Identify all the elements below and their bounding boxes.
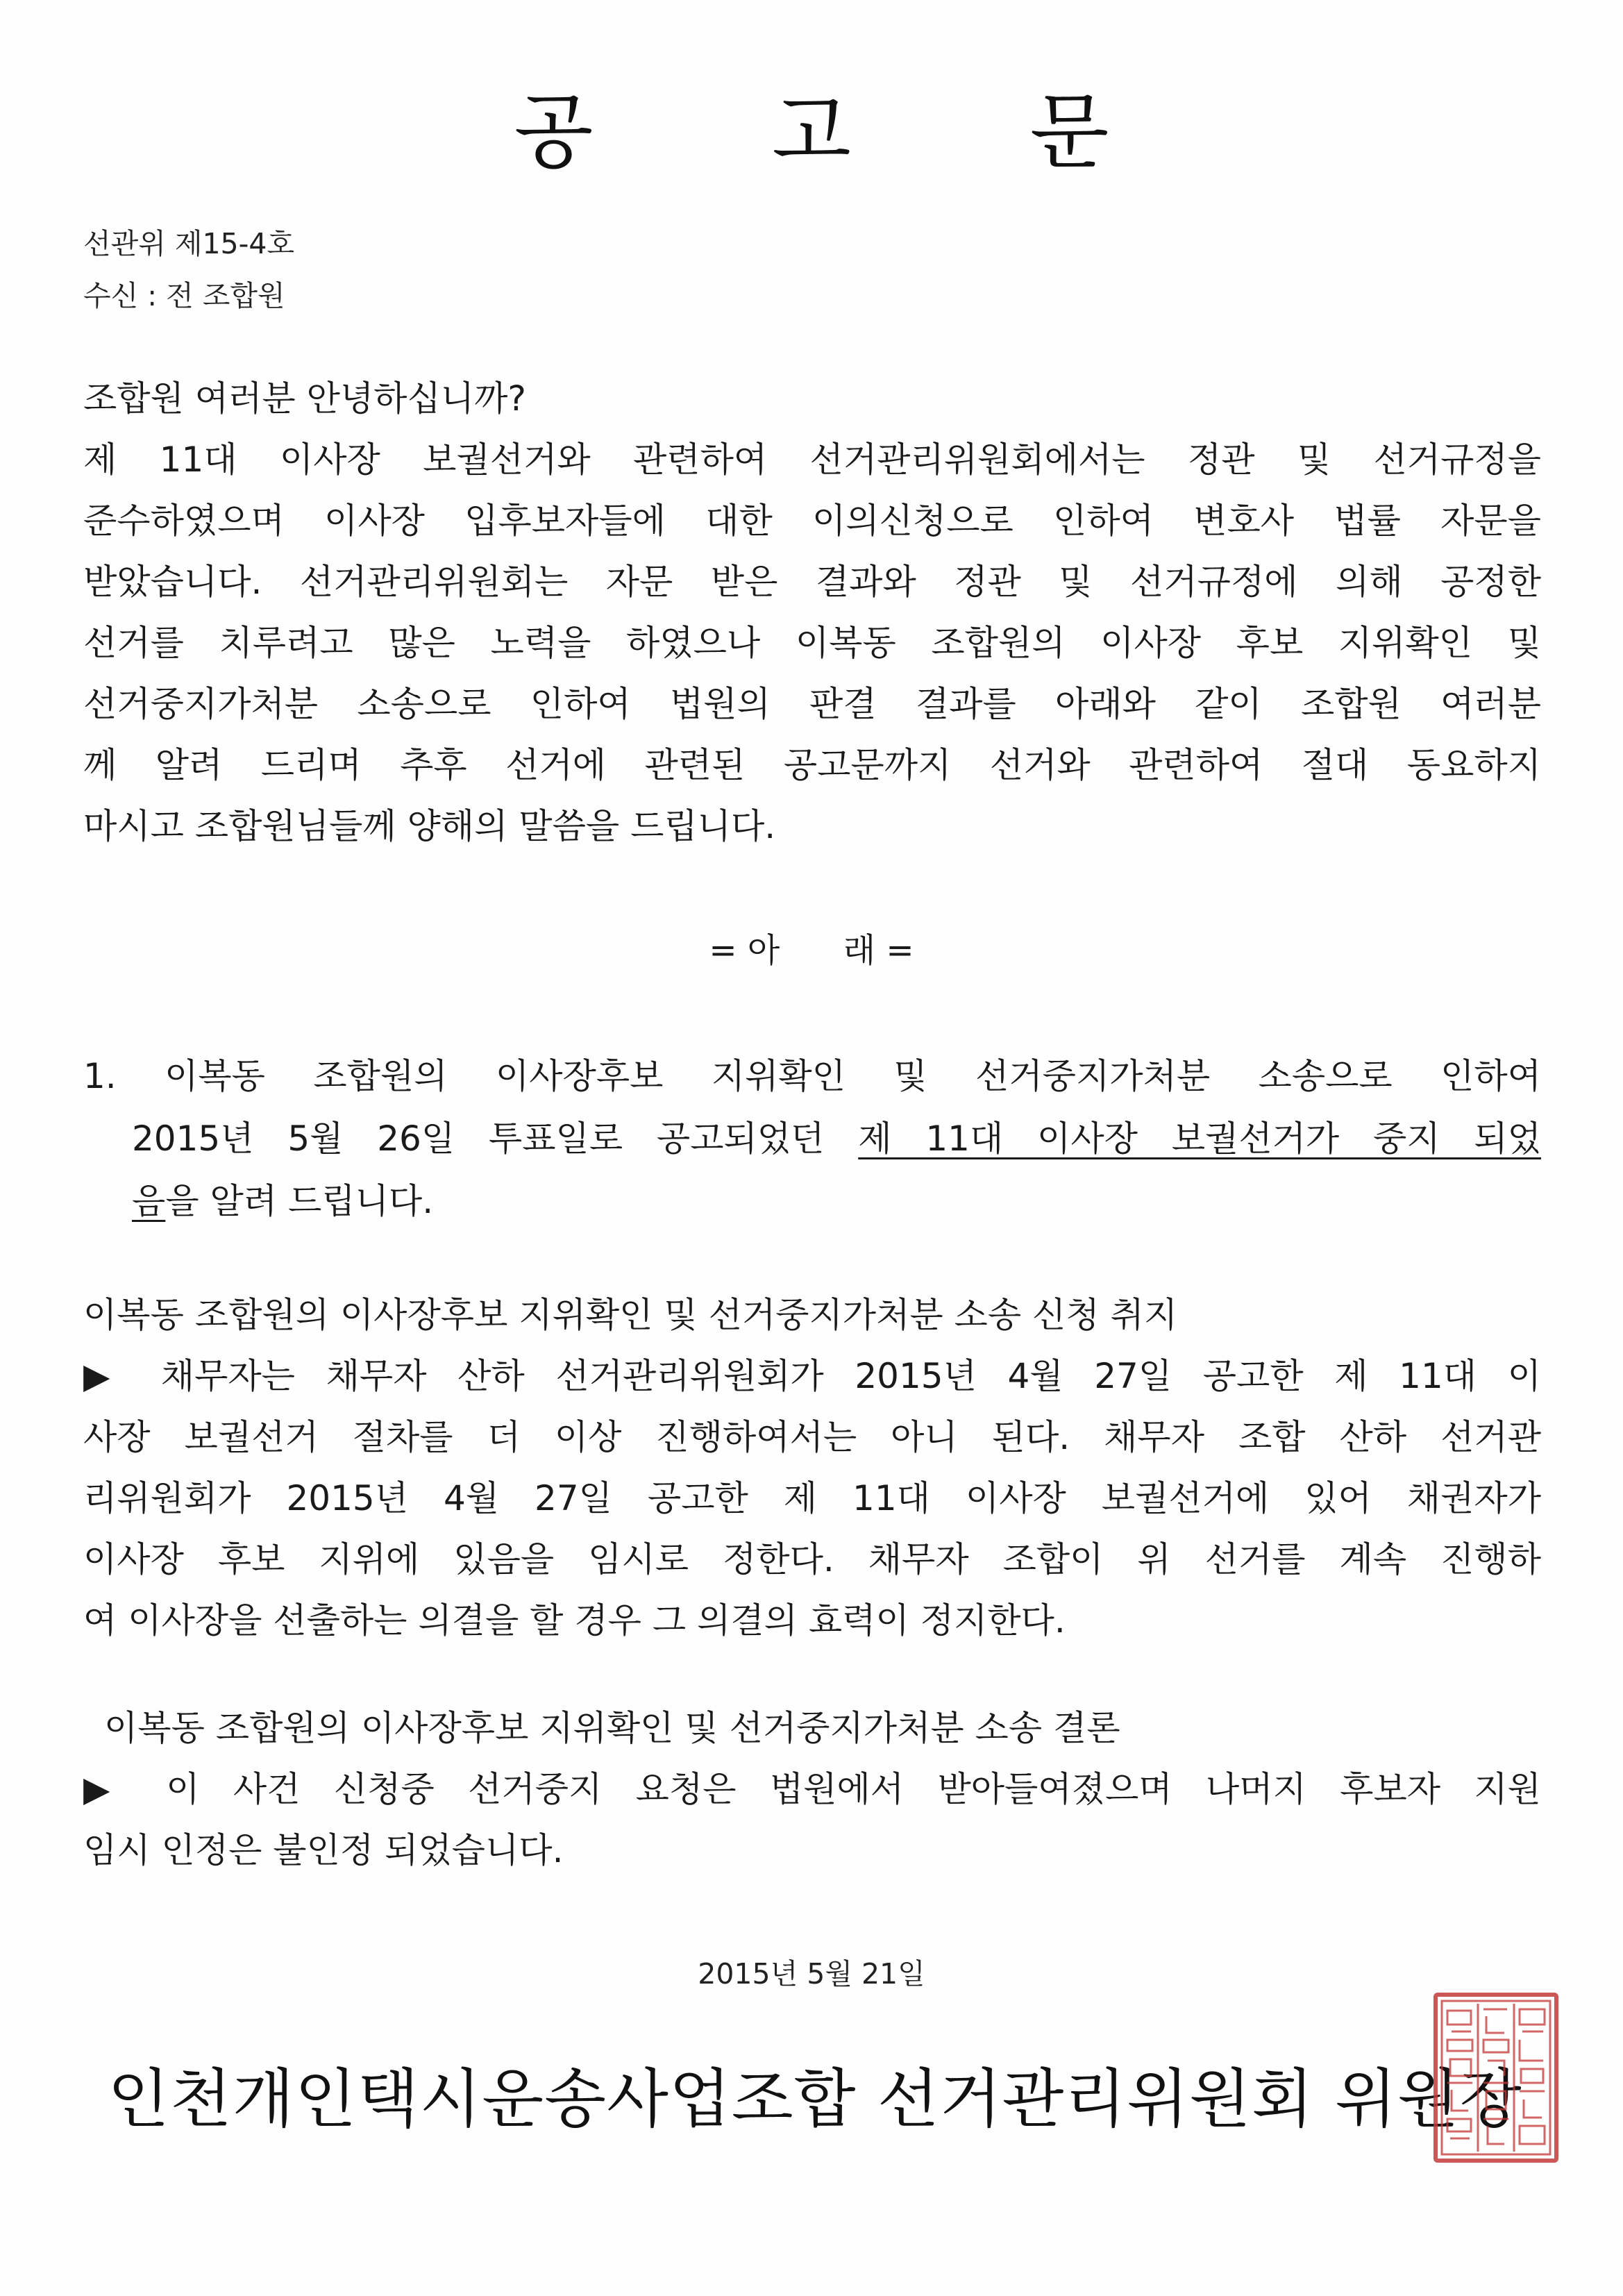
- court-conclusion-section: [83, 1698, 1541, 1881]
- intro-line: 선거중지가처분 소송으로 인하여 법원의 판결 결과를 아래와 같이 조합원 여러분: [83, 684, 1541, 724]
- petition-purpose-section: [83, 1284, 1541, 1651]
- section-line: 여 이사장을 선출하는 의결을 할 경우 그 의결의 효력이 정지한다.: [83, 1600, 1066, 1641]
- section-line: ▶ 이 사건 신청중 선거중지 요청은 법원에서 받아들여졌으며 나머지 후보자 지원: [83, 1769, 1541, 1809]
- item-1-line: 1. 이복동 조합원의 이사장후보 지위확인 및 선거중지가처분 소송으로 인하여: [83, 1056, 1541, 1096]
- section-line: 리위원회가 2015년 4월 27일 공고한 제 11대 이사장 보궐선거에 있어 채권자가: [83, 1478, 1541, 1518]
- item-1-underlined-text: 제 11대 이사장 보궐선거가 중지 되었: [858, 1118, 1542, 1159]
- item-1-line: [83, 1170, 1541, 1232]
- intro-line: 선거를 치루려고 많은 노력을 하였으나 이복동 조합원의 이사장 후보 지위확인 및: [83, 623, 1541, 663]
- issue-date: 2015년 5월 21일: [698, 1957, 925, 1991]
- section-heading: 이복동 조합원의 이사장후보 지위확인 및 선거중지가처분 소송 결론: [104, 1708, 1120, 1748]
- intro-line: 께 알려 드리며 추후 선거에 관련된 공고문까지 선거와 관련하여 절대 동요하지: [83, 745, 1541, 785]
- intro-line: 마시고 조합원님들께 양해의 말씀을 드립니다.: [83, 806, 776, 846]
- recipient-line: 수신 : 전 조합원: [83, 279, 285, 312]
- section-heading: 이복동 조합원의 이사장후보 지위확인 및 선거중지가처분 소송 신청 취지: [83, 1295, 1178, 1335]
- greeting-line: 조합원 여러분 안녕하십니까?: [83, 378, 526, 419]
- item-1-text: 을 알려 드립니다.: [165, 1181, 434, 1221]
- intro-line: 받았습니다. 선거관리위원회는 자문 받은 결과와 정관 및 선거규정에 의해 공정한: [83, 562, 1541, 602]
- intro-line: 준수하였으며 이사장 입후보자들에 대한 이의신청으로 인하여 변호사 법률 자문을: [83, 501, 1541, 541]
- section-line: 사장 보궐선거 절차를 더 이상 진행하여서는 아니 된다. 채무자 조합 산하 선거관: [83, 1417, 1541, 1457]
- arae-label: = 아 래 =: [709, 931, 914, 970]
- item-1-line: [83, 1107, 1541, 1170]
- arae-heading: [0, 923, 1623, 971]
- section-line: 이사장 후보 지위에 있음을 임시로 정한다. 채무자 조합이 위 선거를 계속 진행하: [83, 1539, 1541, 1579]
- signature-line: 인천개인택시운송사업조합 선거관리위원회 위원장: [108, 2062, 1522, 2136]
- section-line: 임시 인정은 불인정 되었습니다.: [83, 1830, 564, 1870]
- official-seal: [1433, 1993, 1558, 2163]
- intro-line: 제 11대 이사장 보궐선거와 관련하여 선거관리위원회에서는 정관 및 선거규정을: [83, 439, 1541, 480]
- document-number: 선관위 제15-4호: [83, 227, 295, 260]
- seal-stamp-icon: [1438, 1997, 1554, 2159]
- item-1: [83, 1045, 1541, 1232]
- item-1-text: 2015년 5월 26일 투표일로 공고되었던: [132, 1118, 859, 1159]
- section-line: ▶ 채무자는 채무자 산하 선거관리위원회가 2015년 4월 27일 공고한 제 11대 이: [83, 1356, 1541, 1396]
- intro-paragraph: [83, 368, 1541, 857]
- item-1-underlined-text: 음: [132, 1181, 166, 1221]
- document-title: 공 고 문: [514, 84, 1186, 180]
